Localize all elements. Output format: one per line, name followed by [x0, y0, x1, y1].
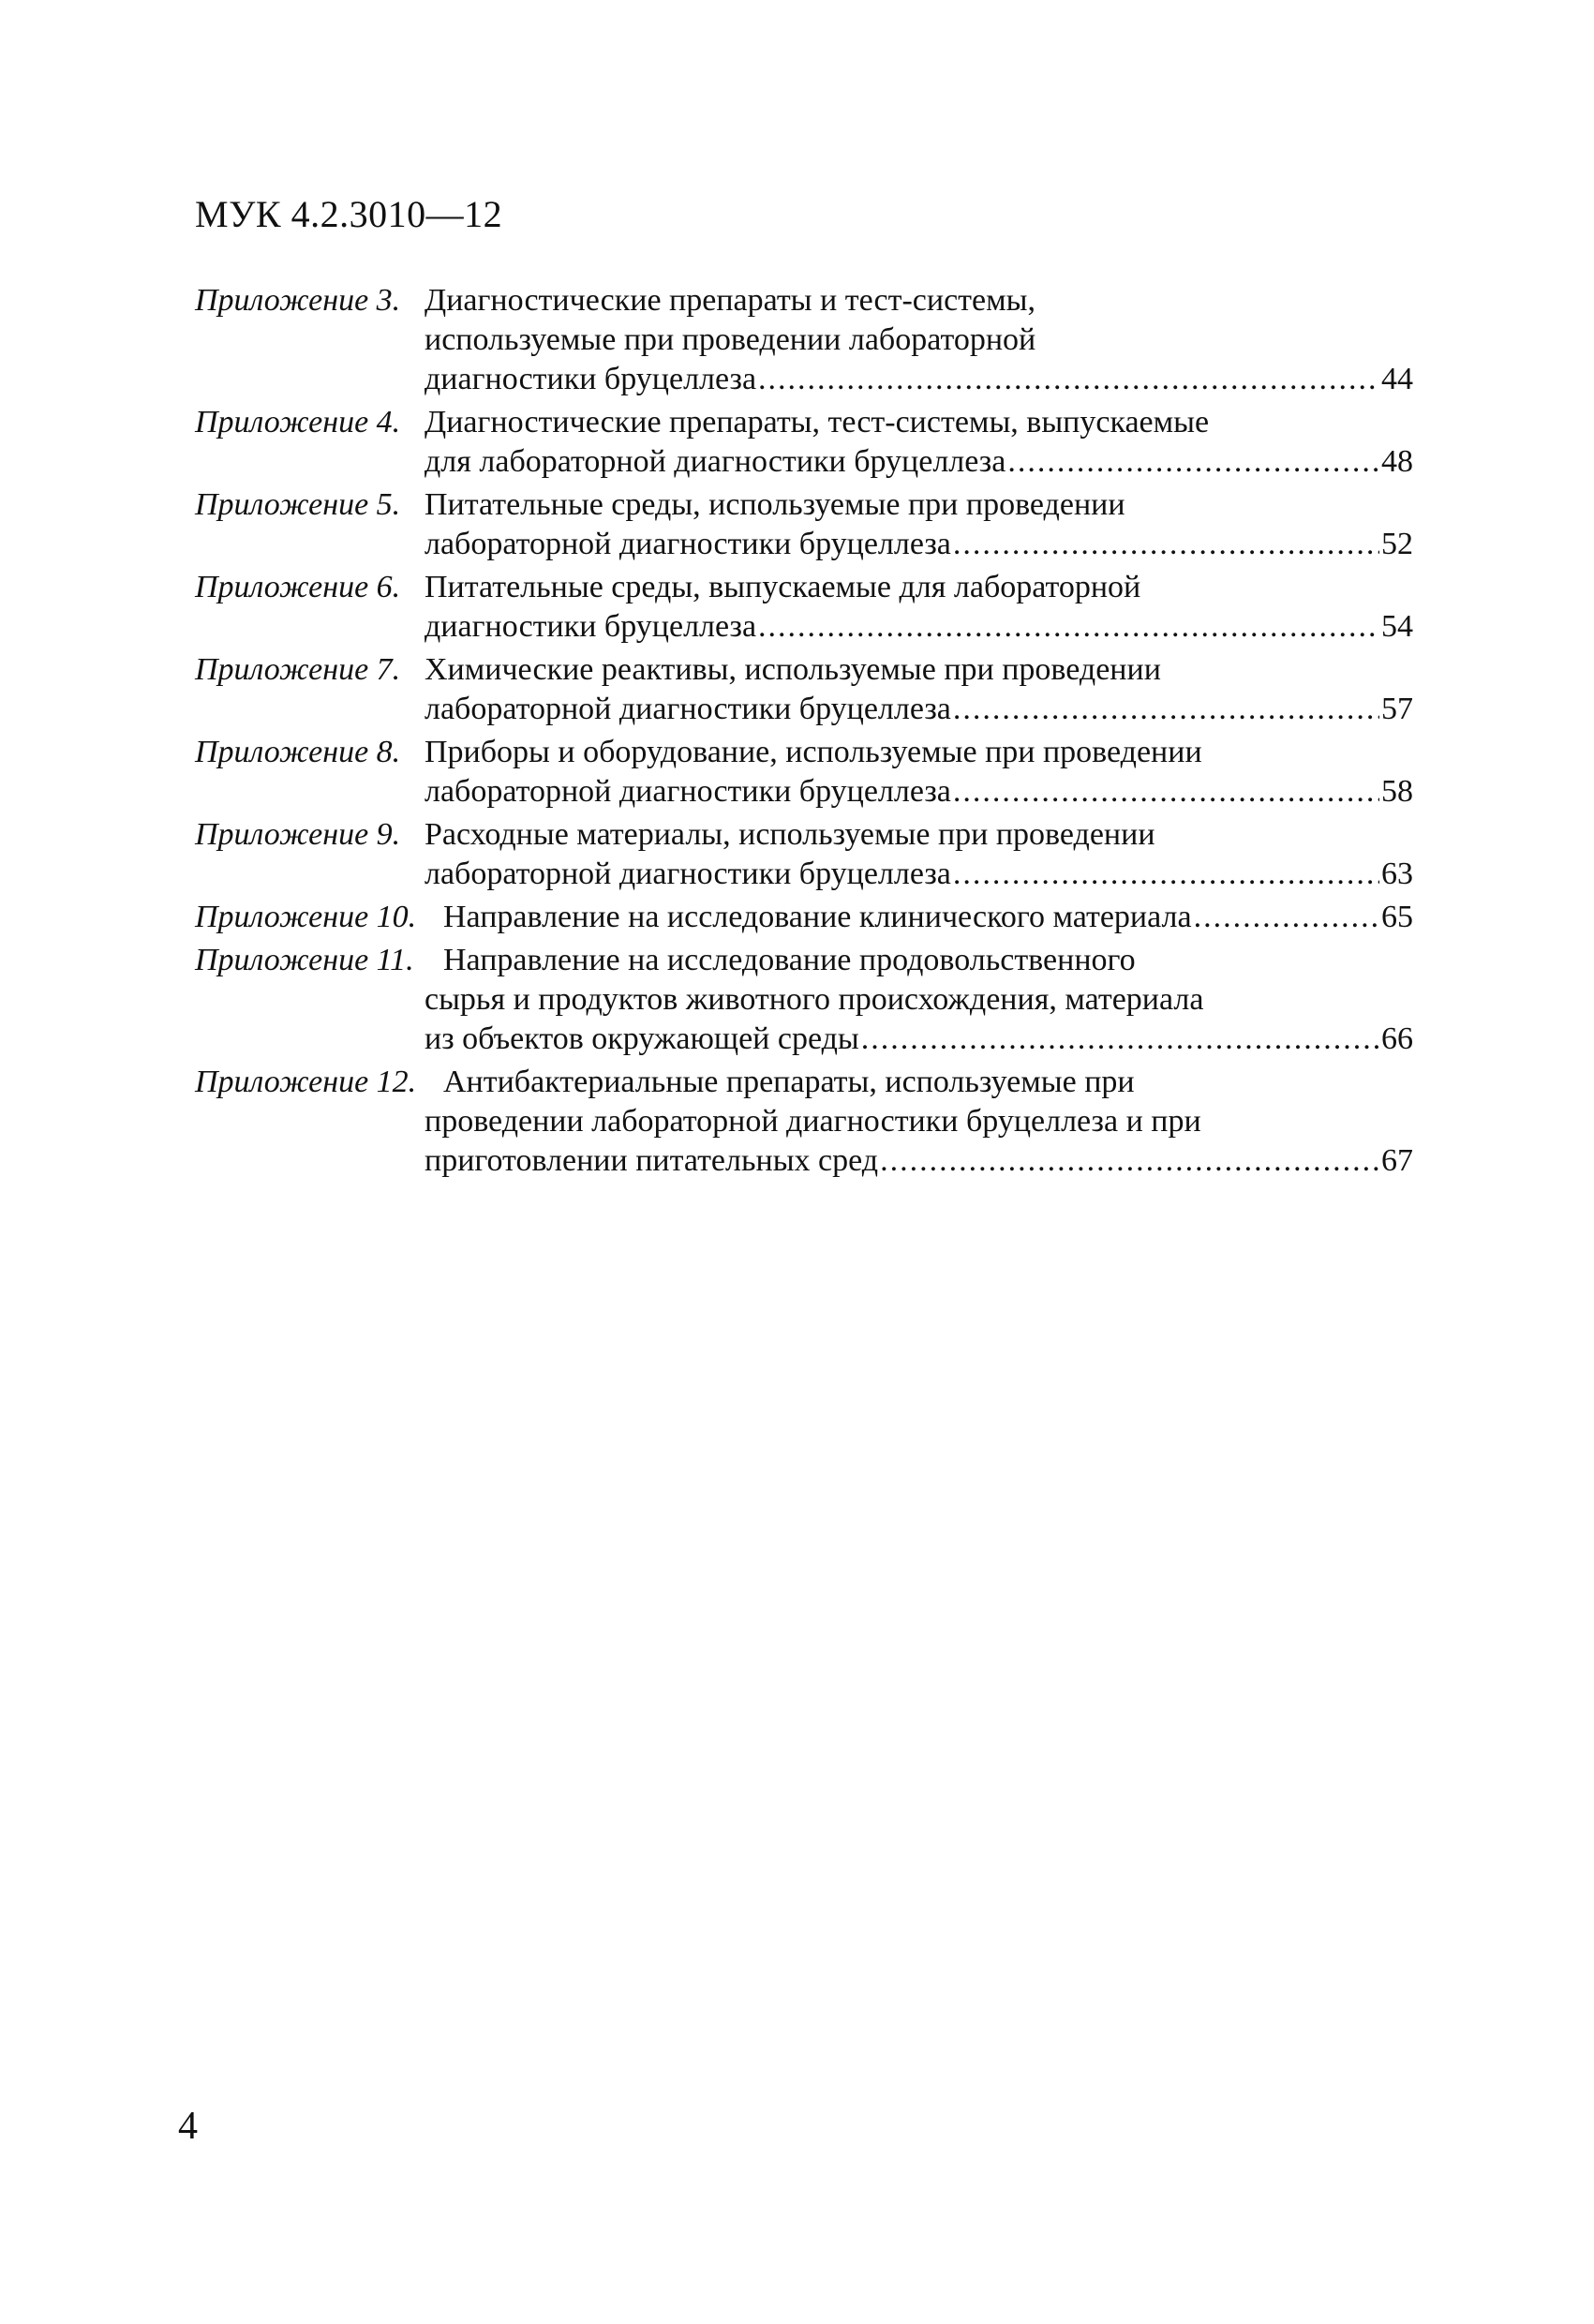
toc-entry-line: диагностики бруцеллеза	[425, 362, 757, 396]
toc-entry-line: лабораторной диагностики бруцеллеза	[425, 692, 951, 726]
toc-entry-last-line	[425, 442, 1413, 482]
toc-leader-dots	[953, 855, 1379, 894]
toc-page-number: 65	[1381, 900, 1413, 934]
toc-entry-body	[443, 898, 1413, 937]
toc-entry-line: из объектов окружающей среды	[425, 1021, 859, 1056]
toc-page-number: 58	[1381, 774, 1413, 809]
toc-entry-body	[425, 485, 1413, 564]
toc-entry[interactable]	[195, 485, 1413, 564]
toc-page-number: 54	[1381, 609, 1413, 644]
toc-entry-line: Направление на исследование клинического материала	[443, 900, 1192, 934]
toc-entry-prefix: Приложение 6.	[195, 570, 401, 604]
toc-entry-line: Питательные среды, выпускаемые для лабораторной	[425, 570, 1141, 604]
toc-entry[interactable]	[195, 1063, 1413, 1181]
toc-entry-line: лабораторной диагностики бруцеллеза	[425, 774, 951, 809]
toc-entry-line: лабораторной диагностики бруцеллеза	[425, 857, 951, 891]
toc-entry-last-line	[425, 690, 1413, 729]
toc-entry-last-line	[425, 855, 1413, 894]
toc-page-number: 57	[1381, 692, 1413, 726]
toc-entry-prefix: Приложение 3.	[195, 283, 401, 318]
toc-entry-line: лабораторной диагностики бруцеллеза	[425, 527, 951, 561]
toc-entry-last-line	[425, 607, 1413, 647]
toc-leader-dots	[1007, 442, 1379, 482]
toc-entry-body	[425, 650, 1413, 729]
toc-page-number: 52	[1381, 527, 1413, 561]
toc-entry-body	[425, 1063, 1413, 1181]
toc-page-number: 66	[1381, 1021, 1413, 1056]
toc-leader-dots	[861, 1020, 1379, 1059]
toc-entry-line: для лабораторной диагностики бруцеллеза	[425, 444, 1006, 479]
toc-entry-line: Расходные материалы, используемые при проведении	[425, 817, 1155, 852]
toc-entry[interactable]	[195, 898, 1413, 937]
toc-leader-dots	[880, 1141, 1379, 1181]
toc-entry-last-line	[425, 1141, 1413, 1181]
toc-entry-line: Диагностические препараты, тест-системы, выпускаемые	[425, 405, 1210, 439]
toc-entry-prefix: Приложение 8.	[195, 735, 401, 769]
toc-entry-body	[425, 941, 1413, 1059]
toc-page-number: 48	[1381, 444, 1413, 479]
toc-leader-dots	[953, 690, 1379, 729]
toc-entry-line: Направление на исследование продовольственного	[443, 943, 1136, 977]
toc-entry-last-line	[425, 360, 1413, 399]
toc-leader-dots	[953, 772, 1379, 812]
toc-leader-dots	[758, 607, 1379, 647]
toc-entry[interactable]	[195, 403, 1413, 482]
toc-entry-prefix: Приложение 4.	[195, 405, 401, 439]
document-header: МУК 4.2.3010—12	[195, 193, 503, 235]
toc-entry[interactable]	[195, 733, 1413, 812]
toc-entry-body	[425, 403, 1413, 482]
toc-page-number: 67	[1381, 1143, 1413, 1178]
toc-entry-last-line	[425, 1020, 1413, 1059]
toc-entry-prefix: Приложение 12.	[195, 1065, 417, 1099]
toc-entry[interactable]	[195, 941, 1413, 1059]
toc-entry-body	[425, 281, 1413, 399]
toc-entry-last-line	[425, 525, 1413, 564]
toc-entry-prefix: Приложение 5.	[195, 487, 401, 522]
toc-leader-dots	[953, 525, 1379, 564]
toc-entry-last-line	[425, 772, 1413, 812]
toc-entry-prefix: Приложение 7.	[195, 652, 401, 687]
toc-entry-line: Приборы и оборудование, используемые при проведении	[425, 735, 1202, 769]
toc-entry-line: Питательные среды, используемые при проведении	[425, 487, 1125, 522]
toc-entry[interactable]	[195, 568, 1413, 647]
toc-entry-prefix: Приложение 10.	[195, 900, 417, 934]
toc-entry[interactable]	[195, 815, 1413, 894]
toc-entry-line: Антибактериальные препараты, используемые при	[443, 1065, 1135, 1099]
toc-entry-prefix: Приложение 9.	[195, 817, 401, 852]
toc-entry-line: приготовлении питательных сред	[425, 1143, 879, 1178]
toc-entry-line: диагностики бруцеллеза	[425, 609, 757, 644]
toc-entry-last-line	[443, 898, 1413, 937]
toc-entry-body	[425, 568, 1413, 647]
toc-leader-dots	[758, 360, 1379, 399]
toc-entry-prefix: Приложение 11.	[195, 943, 414, 977]
toc-page-number: 63	[1381, 857, 1413, 891]
page-number: 4	[178, 2105, 198, 2148]
toc-entry-body	[425, 815, 1413, 894]
toc-leader-dots	[1194, 898, 1379, 937]
toc-entry[interactable]	[195, 281, 1413, 399]
toc-entry-line: Химические реактивы, используемые при проведении	[425, 652, 1161, 687]
table-of-contents	[195, 281, 1413, 1184]
toc-entry-line: сырья и продуктов животного происхождения, материала	[425, 982, 1204, 1017]
toc-entry[interactable]	[195, 650, 1413, 729]
toc-page-number: 44	[1381, 362, 1413, 396]
toc-entry-line: проведении лабораторной диагностики бруцеллеза и при	[425, 1104, 1201, 1139]
toc-entry-body	[425, 733, 1413, 812]
toc-entry-line: Диагностические препараты и тест-системы,	[425, 283, 1035, 318]
toc-entry-line: используемые при проведении лабораторной	[425, 322, 1036, 357]
